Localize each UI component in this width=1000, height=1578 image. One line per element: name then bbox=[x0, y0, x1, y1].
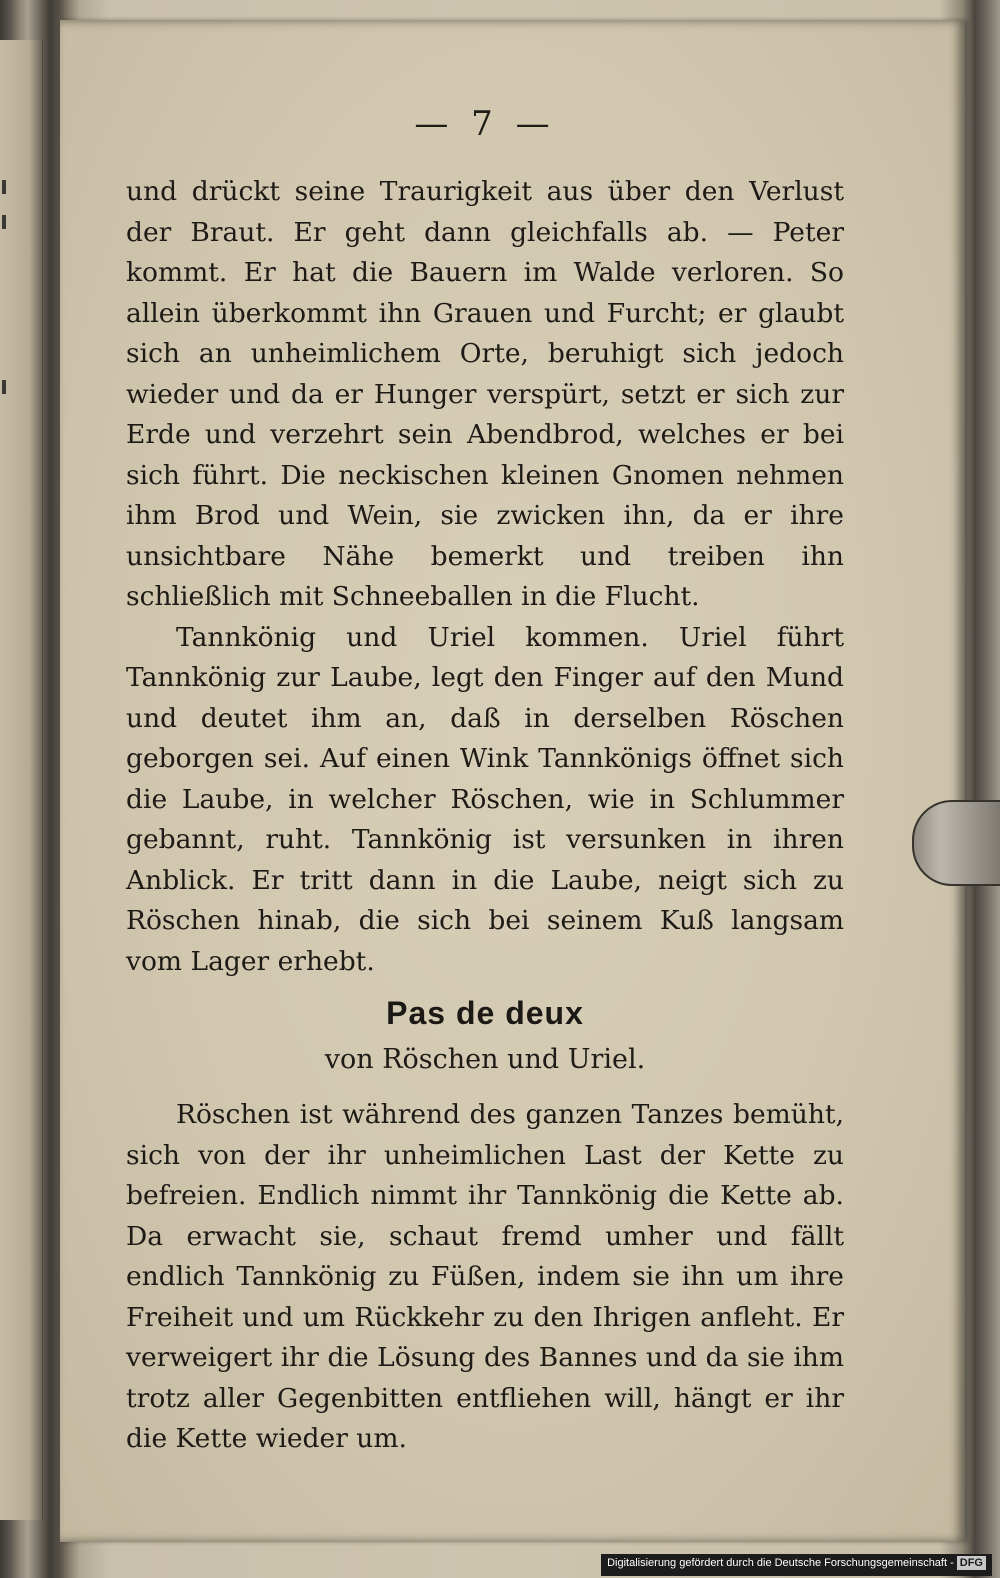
dfg-logo: DFG bbox=[957, 1556, 986, 1570]
page-clip bbox=[912, 800, 1000, 886]
left-page-mark bbox=[2, 180, 6, 194]
paragraph-3: Röschen ist während des ganzen Tanzes bemüht, sich von der ihr unheimlichen Last der Kette zu befreien. Endlich nimmt ihr Tannkönig die Kette ab. Da erwacht sie, schaut fremd umher und fällt endlich Tannkönig zu Füßen, indem sie ihn um ihre Freiheit und um Rückkehr zu den Ihrigen anfleht. Er verweigert ihr die Lösung des Bannes und da sie ihm trotz aller Gegenbitten entfliehen will, hängt er ihr die Kette wieder um. bbox=[126, 1099, 844, 1454]
section-subheading: von Röschen und Uriel. bbox=[324, 1044, 646, 1075]
body-text-bottom bbox=[126, 1095, 844, 1460]
body-text-top bbox=[126, 172, 844, 982]
paragraph-1: und drückt seine Traurigkeit aus über den Verlust der Braut. Er geht dann gleichfalls ab. — Peter kommt. Er hat die Bauern im Walde verloren. So allein überkommt ihn Grauen und Furcht; er glaubt sich an unheimlichem Orte, beruhigt sich jedoch wieder und da er Hunger verspürt, setzt er sich zur Erde und verzehrt sein Abendbrod, welches er bei sich führt. Die neckischen kleinen Gnomen nehmen ihm Brod und Wein, sie zwicken ihn, da er ihre unsichtbare Nähe bemerkt und treiben ihn schließlich mit Schneeballen in die Flucht. bbox=[126, 176, 844, 612]
left-page-mark bbox=[2, 215, 6, 229]
book-page bbox=[60, 20, 965, 1542]
footer-text: Digitalisierung gefördert durch die Deutsche Forschungsgemeinschaft - bbox=[607, 1557, 954, 1569]
page-number: — 7 — bbox=[414, 104, 556, 144]
left-page-mark bbox=[2, 380, 6, 394]
paragraph-2: Tannkönig und Uriel kommen. Uriel führt Tannkönig zur Laube, legt den Finger auf den Mund und deutet ihm an, daß in derselben Röschen geborgen sei. Auf einen Wink Tannkönigs öffnet sich die Laube, in welcher Röschen, wie in Schlummer gebannt, ruht. Tannkönig ist versunken in ihren Anblick. Er tritt dann in die Laube, neigt sich zu Röschen hinab, die sich bei seinem Kuß langsam vom Lager erhebt. bbox=[126, 621, 844, 977]
section-heading: Pas de deux bbox=[386, 995, 584, 1031]
digitization-footer bbox=[601, 1554, 992, 1576]
left-page-edge bbox=[0, 40, 43, 1520]
